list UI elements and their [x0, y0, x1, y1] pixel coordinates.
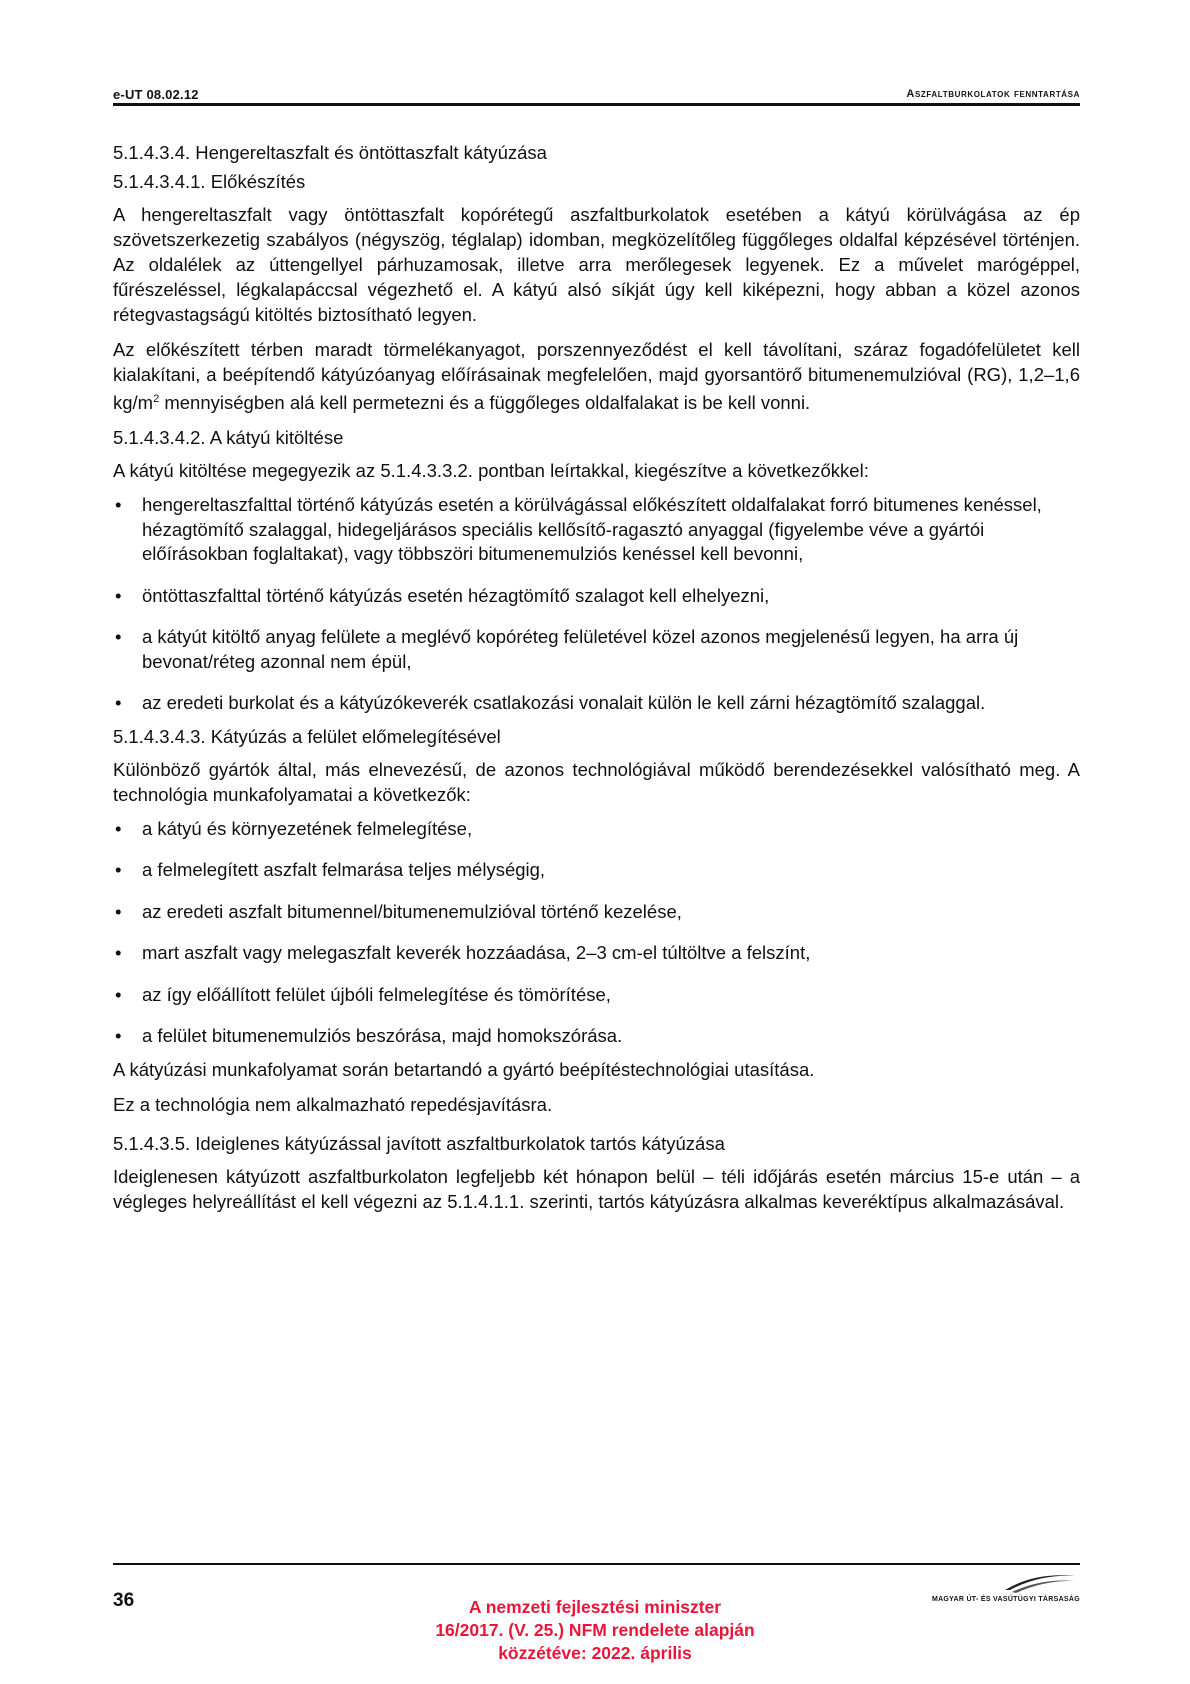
- list-item-text: a kátyút kitöltő anyag felülete a meglévő kopóréteg felületével közel azonos megjelenésű legyen, ha arra új bevonat/réteg azonnal nem épül,: [142, 626, 1019, 672]
- subsection-heading-preparation: 5.1.4.3.4.1. Előkészítés: [113, 171, 306, 192]
- page-number: 36: [113, 1590, 135, 1611]
- list-item-text: az eredeti burkolat és a kátyúzókeverék csatlakozási vonalait külön le kell zárni hézagtömítő szalaggal.: [142, 692, 986, 714]
- stamp-line-2: 16/2017. (V. 25.) NFM rendelete alapján: [435, 1620, 755, 1640]
- paragraph-filling-intro: A kátyú kitöltése megegyezik az 5.1.4.3.3.2. pontban leírtakkal, kiegészítve a következőkkel:: [113, 460, 869, 482]
- section-heading-5-1-4-3-5: 5.1.4.3.5. Ideiglenes kátyúzással javított aszfaltburkolatok tartós kátyúzása: [113, 1132, 725, 1154]
- list-item: [113, 941, 1080, 966]
- list-item-text: a kátyú és környezetének felmelegítése,: [142, 817, 473, 839]
- superscript-2: 2: [153, 393, 160, 405]
- bullet-icon: •: [115, 494, 122, 516]
- bullet-icon: •: [115, 983, 122, 1005]
- bullet-icon: •: [115, 817, 122, 839]
- bullet-list-filling: [113, 493, 1080, 716]
- header-divider: [113, 103, 1080, 106]
- list-item: [113, 858, 1080, 883]
- subsection-heading-preheating: 5.1.4.3.4.3. Kátyúzás a felület előmelegítésével: [113, 725, 501, 747]
- list-item-text: a felület bitumenemulziós beszórása, majd homokszórása.: [142, 1025, 623, 1047]
- bullet-icon: •: [115, 942, 122, 964]
- list-item-text: a felmelegített aszfalt felmarása teljes mélységig,: [142, 859, 546, 881]
- subsection-heading-filling: 5.1.4.3.4.2. A kátyú kitöltése: [113, 427, 344, 449]
- bullet-icon: •: [115, 626, 122, 648]
- list-item-text: az így előállított felület újbóli felmelegítése és tömörítése,: [142, 983, 611, 1005]
- list-item-text: mart aszfalt vagy melegaszfalt keverék hozzáadása, 2–3 cm-el túltöltve a felszínt,: [142, 942, 811, 964]
- footer-divider: [113, 1563, 1080, 1565]
- list-item: [113, 900, 1080, 925]
- document-code: e-UT 08.02.12: [113, 87, 199, 102]
- section-heading-5-1-4-3-4: 5.1.4.3.4. Hengereltaszfalt és öntöttaszfalt kátyúzása: [113, 142, 547, 163]
- paragraph-cleaning-part2: mennyiségben alá kell permetezni és a függőleges oldalfalakat is be kell vonni.: [159, 392, 811, 414]
- list-item: [113, 1024, 1080, 1049]
- stamp-line-1: A nemzeti fejlesztési miniszter: [468, 1597, 722, 1617]
- list-item: [113, 817, 1080, 842]
- list-item: [113, 584, 1080, 609]
- list-item-text: az eredeti aszfalt bitumennel/bitumenemulzióval történő kezelése,: [142, 900, 682, 922]
- list-item: [113, 983, 1080, 1008]
- list-item: [113, 493, 1080, 567]
- paragraph-manufacturer-instructions: A kátyúzási munkafolyamat során betartandó a gyártó beépítéstechnológiai utasítása.: [113, 1058, 815, 1080]
- bullet-icon: •: [115, 900, 122, 922]
- page-content: [113, 140, 1080, 1224]
- list-item: [113, 691, 1080, 716]
- bullet-icon: •: [115, 1025, 122, 1047]
- bullet-icon: •: [115, 859, 122, 881]
- list-item: [113, 625, 1080, 674]
- paragraph-cleaning: [113, 337, 1080, 415]
- bullet-list-preheating: [113, 817, 1080, 1049]
- paragraph-preheating-intro: Különböző gyártók által, más elnevezésű, de azonos technológiával működő berendezésekkel valósítható meg. A technológia munkafolyamatai a következők:: [113, 758, 1080, 805]
- bullet-icon: •: [115, 692, 122, 714]
- publication-stamp: [395, 1596, 795, 1665]
- paragraph-preparation: A hengereltaszfalt vagy öntöttaszfalt kopórétegű aszfaltburkolatok esetében a kátyú körülvágása az ép szövetszerkezetig szabályos (négyszög, téglalap) idomban, megközelítőleg függőleges oldalfal képzésével történjen. Az oldalélek az úttengellyel párhuzamosak, illetve arra merőlegesek legyenek. Ez a művelet marógéppel, fűrészeléssel, légkalapáccsal végezhető el. A kátyú alsó síkját úgy kell kiképezni, hogy abban a közel azonos rétegvastagságú kitöltés biztosítható legyen.: [113, 204, 1080, 325]
- bullet-icon: •: [115, 584, 122, 606]
- paragraph-not-for-cracks: Ez a technológia nem alkalmazható repedésjavításra.: [113, 1093, 553, 1115]
- list-item-text: öntöttaszfalttal történő kátyúzás esetén hézagtömítő szalagot kell elhelyezni,: [142, 584, 770, 606]
- paragraph-cleaning-part1: Az előkészített térben maradt törmelékanyagot, porszennyeződést el kell távolítani, száraz fogadófelületet kell kialakítani, a beépítendő kátyúzóanyag előírásainak megfelelően, majd gyorsantörő bitumenemulzióval (RG), 1,2–1,6 kg/m: [113, 339, 1080, 414]
- paragraph-temporary-repair: Ideiglenesen kátyúzott aszfaltburkolaton legfeljebb két hónapon belül – téli időjárás esetén március 15-e után – a végleges helyreállítást el kell végezni az 5.1.4.1.1. szerinti, tartós kátyúzásra alkalmas keveréktípus alkalmazásával.: [113, 1165, 1080, 1212]
- list-item-text: hengereltaszfalttal történő kátyúzás esetén a körülvágással előkészített oldalfalakat forró bitumenes kenéssel, hézagtömítő szalaggal, hidegeljárásos speciális kellősítő-ragasztó anyaggal (figyelembe véve a gyártói előírásokban foglaltakat), vagy többszöri bitumenemulziós kenéssel kell bevonni,: [142, 494, 1042, 565]
- stamp-line-3: közzétéve: 2022. április: [498, 1643, 692, 1663]
- logo-text: MAGYAR ÚT- ÉS VASÚTÜGYI TÁRSASÁG: [931, 1596, 1080, 1603]
- document-title: Aszfaltburkolatok fenntartása: [906, 88, 1080, 100]
